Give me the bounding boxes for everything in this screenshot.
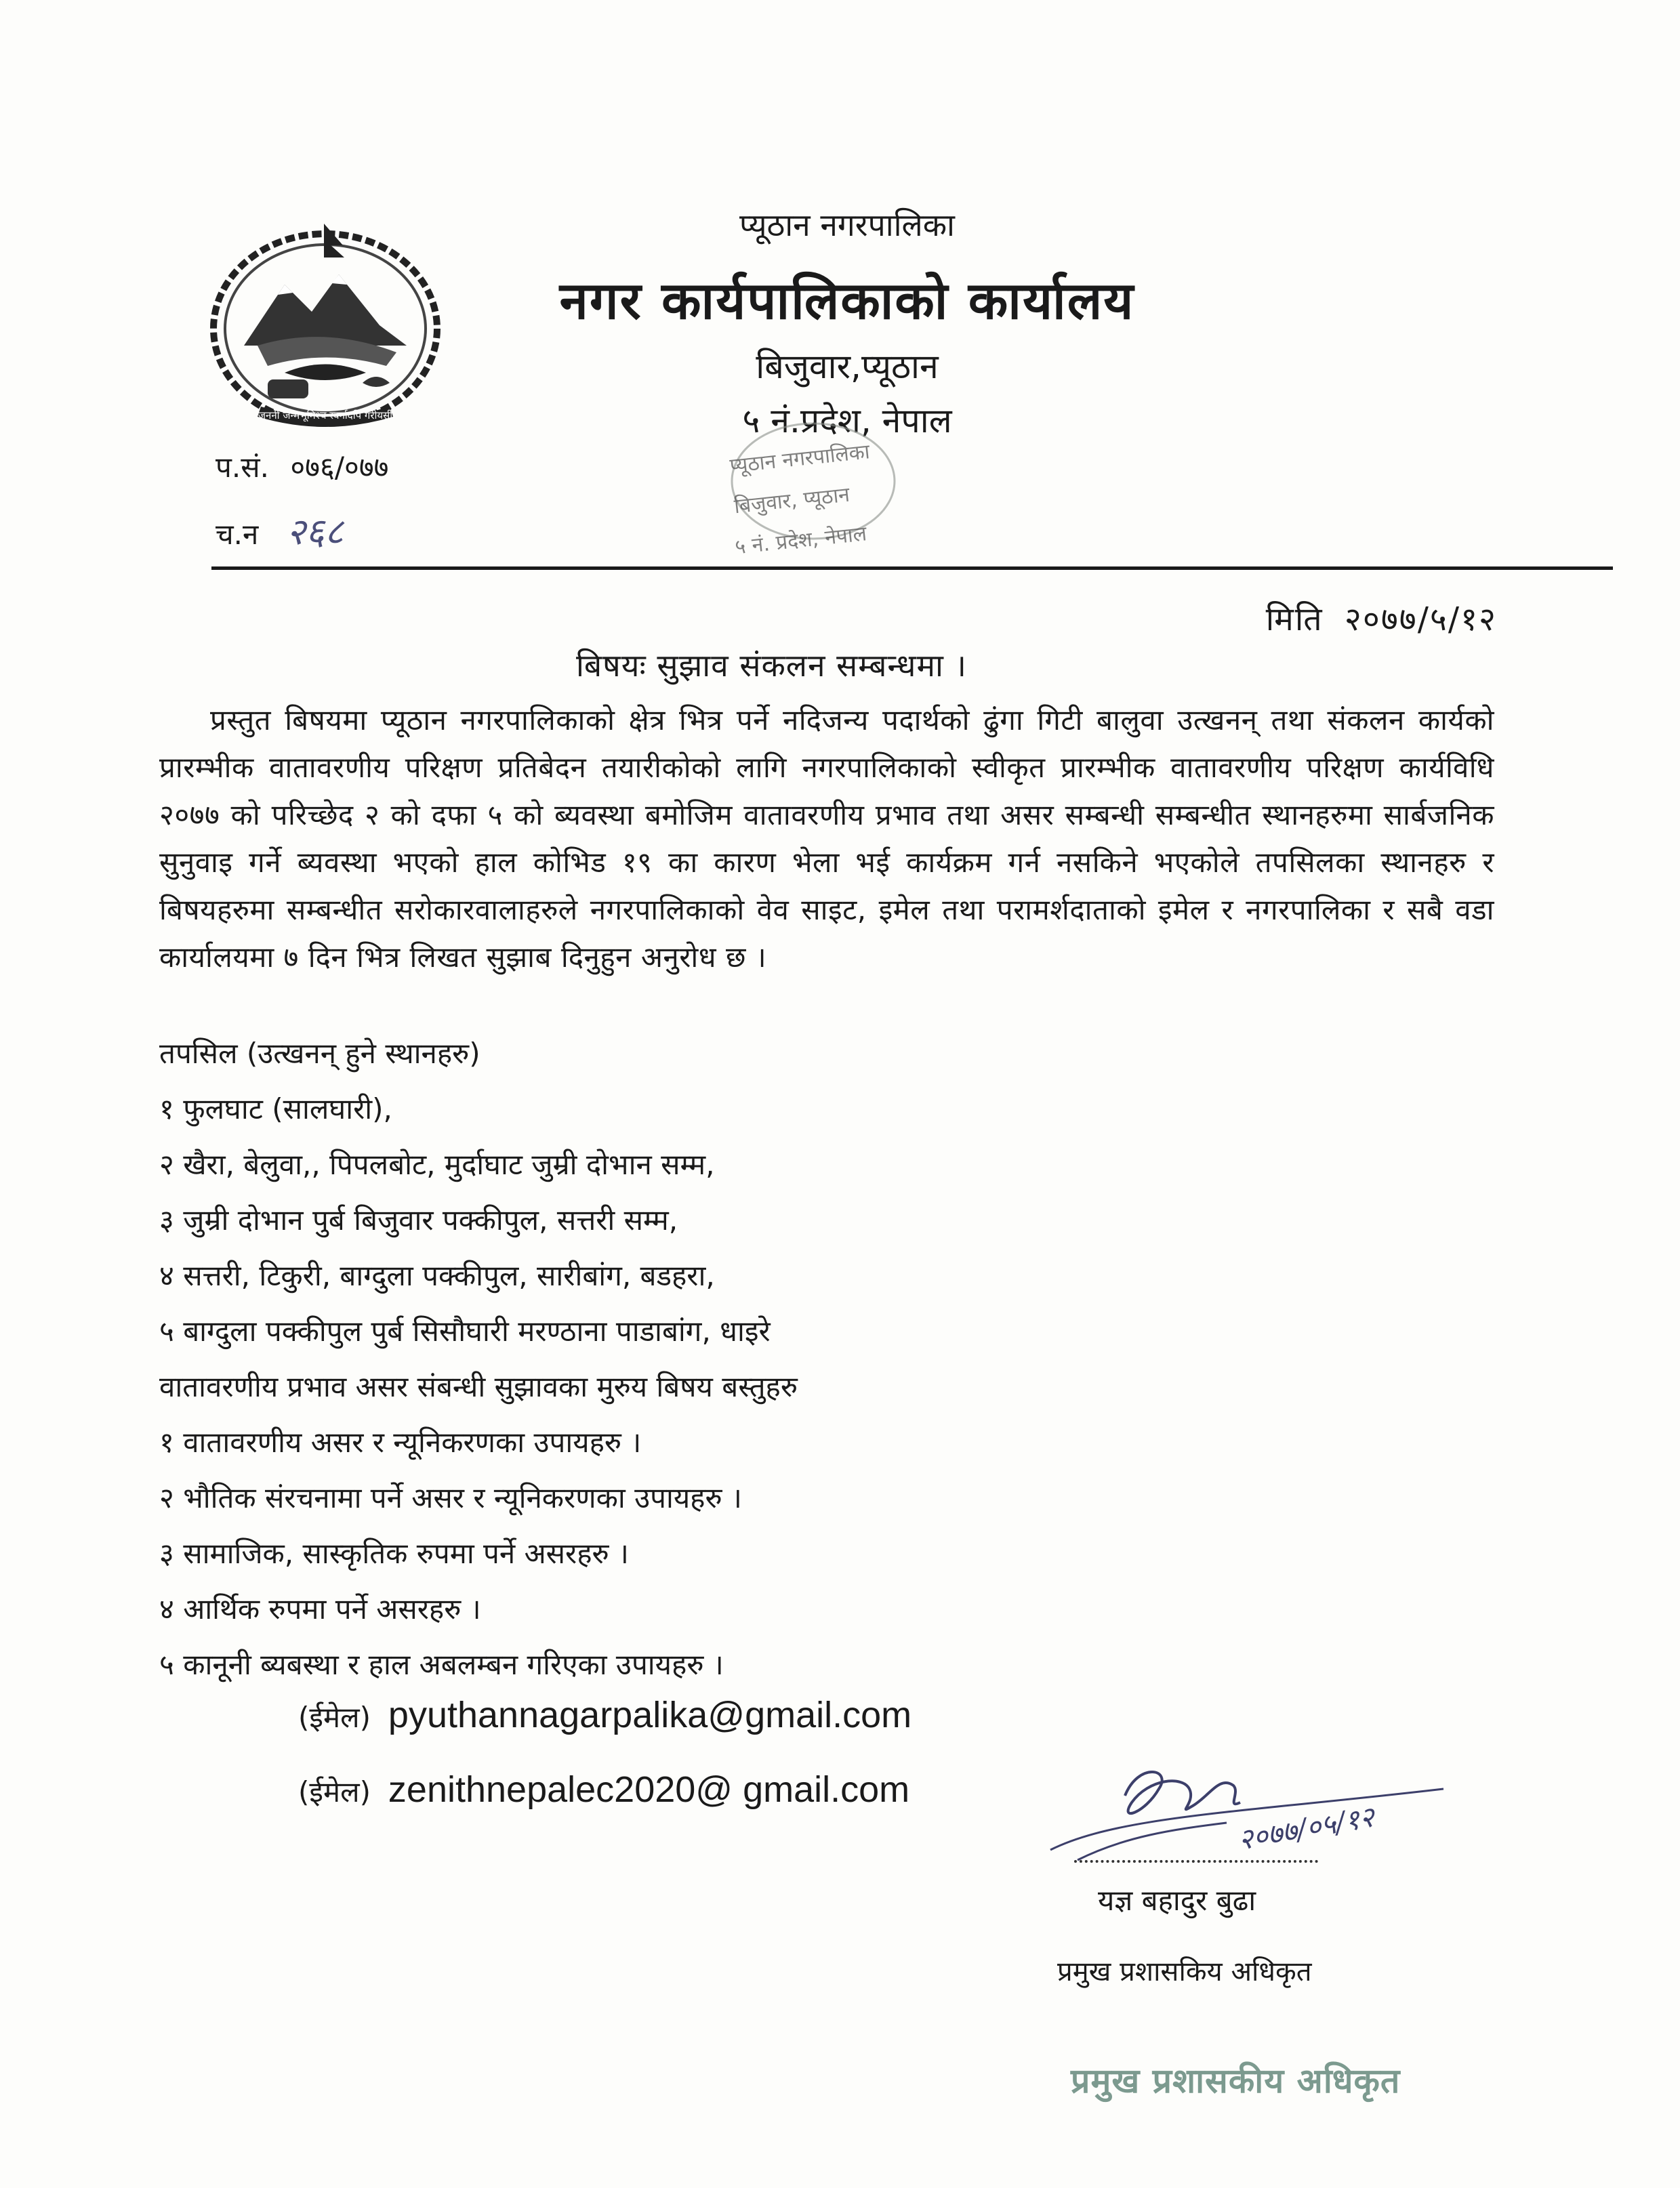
- email-address[interactable]: pyuthannagarpalika@gmail.com: [388, 1695, 912, 1735]
- ps-label: प.सं.: [216, 451, 269, 484]
- topic-item: ५ कानूनी ब्यबस्था र हाल अबलम्बन गरिएका उपायहरु ।: [159, 1648, 724, 1681]
- svg-text:प्यूठान नगरपालिका: प्यूठान नगरपालिका: [729, 440, 872, 478]
- svg-text:बिजुवार, प्यूठान: बिजुवार, प्यूठान: [733, 482, 851, 519]
- handwritten-signature: [1037, 1748, 1457, 1884]
- email-label: (ईमेल): [298, 1701, 371, 1734]
- signer-name: यज्ञ बहादुर बुढा: [1098, 1884, 1256, 1917]
- office-place: बिजुवार,प्यूठान: [756, 347, 939, 386]
- letter-body: प्रस्तुत बिषयमा प्यूठान नगरपालिकाको क्षेत्र भित्र पर्ने नदिजन्य पदार्थको ढुंगा गिटी बालुवा उत्खनन् तथा संकलन कार्यको प्रारम्भीक वातावरणीय परिक्षण प्रतिबेदन तयारीकोको लागि नगरपालिकाको स्वीकृत प्रारम्भीक वातावरणीय परिक्षण कार्यविधि २०७७ को परिच्छेद २ को दफा ५ को ब्यवस्था बमोजिम वातावरणीय प्रभाव तथा असर सम्बन्धी सम्बन्धीत स्थानहरुमा सार्बजनिक सुनुवाइ गर्ने ब्यवस्था भएको हाल कोभिड १९ का कारण भेला भई कार्यक्रम गर्न नसकिने भएकोले तपसिलका स्थानहरु र बिषयहरुमा सम्बन्धीत सरोकारवालाहरुले नगरपालिकाको वेव साइट, इमेल तथा परामर्शदाताको इमेल र नगरपालिका र सबै वडा कार्यालयमा ७ दिन भित्र लिखत सुझाब दिनुहुन अनुरोध छ ।: [159, 703, 1494, 974]
- topic-item: ४ आर्थिक रुपमा पर्ने असरहरु ।: [159, 1592, 481, 1626]
- designation-stamp: प्रमुख प्रशासकीय अधिकृत: [1071, 2061, 1401, 2101]
- location-item: ५ बाग्दुला पक्कीपुल पुर्ब सिसौघारी मरण्ठाना पाडाबांग, धाइरे: [159, 1315, 771, 1348]
- ps-value: ०७६/०७७: [290, 451, 389, 484]
- email-contact: [298, 1694, 911, 1736]
- reference-ps: [216, 447, 389, 486]
- email-label: (ईमेल): [298, 1775, 371, 1809]
- cn-value: २६८: [286, 510, 344, 553]
- date-label: मिति: [1265, 600, 1324, 638]
- municipality-name: प्यूठान नगरपालिका: [739, 207, 955, 243]
- signature-date: २०७७/०५/१२: [1235, 1800, 1377, 1857]
- signature-line: [1074, 1860, 1318, 1863]
- location-item: २ खैरा, बेलुवा,, पिपलबोट, मुर्दाघाट जुम्री दोभान सम्म,: [159, 1148, 715, 1181]
- letter-subject: बिषयः सुझाव संकलन सम्बन्धमा ।: [576, 647, 967, 684]
- topic-item: ३ सामाजिक, सास्कृतिक रुपमा पर्ने असरहरु ।: [159, 1537, 629, 1570]
- reference-cn: [216, 505, 344, 555]
- location-item: १ फुलघाट (सालघारी),: [159, 1092, 392, 1126]
- office-address: ५ नं.प्रदेश, नेपाल: [742, 401, 952, 440]
- email-address[interactable]: zenithnepalec2020@ gmail.com: [388, 1769, 910, 1810]
- locations-heading: तपसिल (उत्खनन् हुने स्थानहरु): [159, 1037, 480, 1070]
- signer-title: प्रमुख प्रशासकिय अधिकृत: [1057, 1956, 1312, 1987]
- topics-heading: वातावरणीय प्रभाव असर संबन्धी सुझावका मुरुय बिषय बस्तुहरु: [159, 1370, 798, 1403]
- location-item: ४ सत्तरी, टिकुरी, बाग्दुला पक्कीपुल, सारीबांग, बडहरा,: [159, 1259, 715, 1292]
- topic-item: १ वातावरणीय असर र न्यूनिकरणका उपायहरु ।: [159, 1426, 642, 1459]
- svg-text:५ नं. प्रदेश, नेपाल: ५ नं. प्रदेश, नेपाल: [733, 522, 868, 560]
- email-contact: [298, 1769, 909, 1811]
- office-title: नगर कार्यपालिकाको कार्यालय: [559, 270, 1135, 331]
- svg-text:जननी जन्मभूमिश्च स्वर्गादपि गर: जननी जन्मभूमिश्च स्वर्गादपि गरीयसी: [258, 409, 393, 421]
- cn-label: च.न: [216, 518, 259, 551]
- annex-lists: [159, 1037, 798, 1704]
- topic-item: २ भौतिक संरचनामा पर्ने असर र न्यूनिकरणका उपायहरु ।: [159, 1481, 742, 1514]
- header-rule: [211, 566, 1613, 570]
- office-stamp: [705, 417, 928, 573]
- location-item: ३ जुम्री दोभान पुर्ब बिजुवार पक्कीपुल, सत्तरी सम्म,: [159, 1203, 678, 1237]
- letter-date: [1266, 596, 1497, 640]
- date-value: २०७७/५/१२: [1344, 600, 1497, 638]
- nepal-emblem-logo: [203, 210, 447, 434]
